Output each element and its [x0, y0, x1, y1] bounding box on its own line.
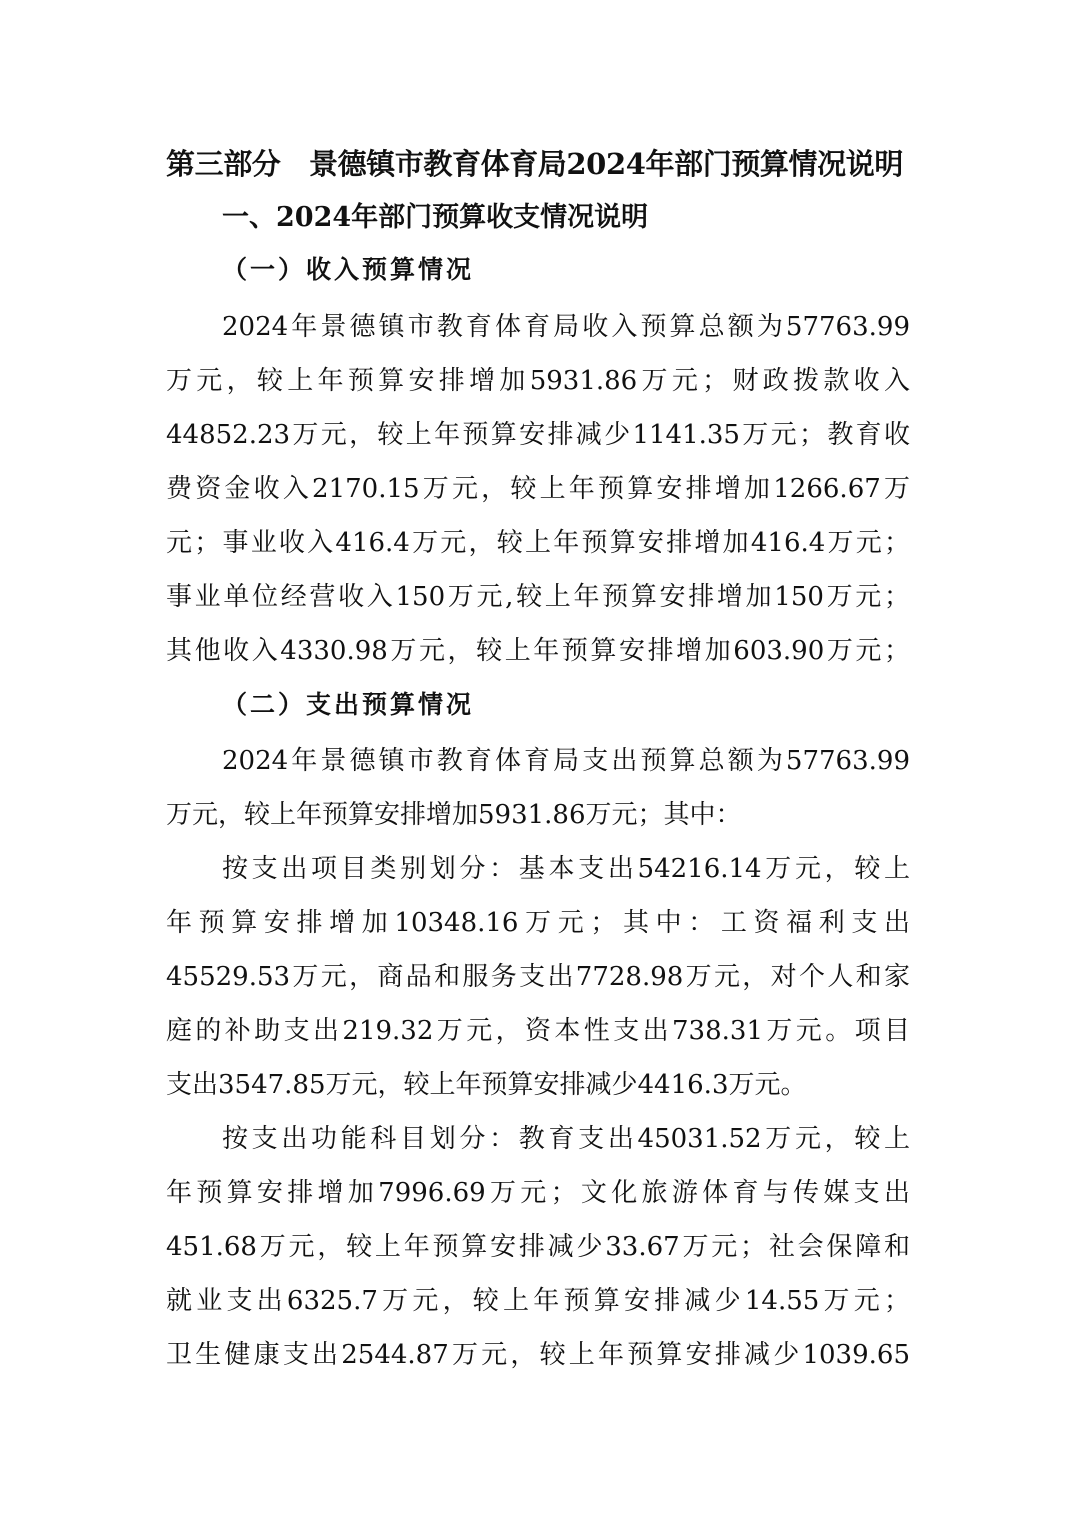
expense-by-item-line: 45529.53万元，商品和服务支出7728.98万元，对个人和家 — [166, 962, 910, 992]
expense-summary-line: 万元，较上年预算安排增加5931.86万元；其中： — [166, 800, 742, 830]
expense-by-function-line: 按支出功能科目划分：教育支出45031.52万元，较上 — [222, 1124, 910, 1154]
income-paragraph-line: 44852.23万元，较上年预算安排减少1141.35万元；教育收 — [166, 420, 910, 450]
income-paragraph-line: 费资金收入2170.15万元，较上年预算安排增加1266.67万 — [166, 474, 910, 504]
income-paragraph-line: 万元，较上年预算安排增加5931.86万元；财政拨款收入 — [166, 366, 910, 396]
income-paragraph-line: 元；事业收入416.4万元，较上年预算安排增加416.4万元； — [166, 528, 910, 558]
sub-heading-expense-budget: （二）支出预算情况 — [222, 690, 475, 719]
section-heading-budget-overview: 一、2024年部门预算收支情况说明 — [222, 202, 649, 233]
income-paragraph-line: 事业单位经营收入150万元,较上年预算安排增加150万元； — [166, 582, 910, 612]
expense-by-function-line: 卫生健康支出2544.87万元，较上年预算安排减少1039.65 — [166, 1340, 910, 1370]
expense-by-item-line: 按支出项目类别划分：基本支出54216.14万元，较上 — [222, 854, 910, 884]
expense-by-item-line: 支出3547.85万元，较上年预算安排减少4416.3万元。 — [166, 1070, 807, 1100]
expense-by-item-line: 年预算安排增加10348.16万元；其中：工资福利支出 — [166, 908, 910, 938]
expense-by-function-line: 年预算安排增加7996.69万元；文化旅游体育与传媒支出 — [166, 1178, 910, 1208]
income-paragraph-line: 其他收入4330.98万元，较上年预算安排增加603.90万元； — [166, 636, 910, 666]
sub-heading-income-budget: （一）收入预算情况 — [222, 255, 475, 284]
expense-by-function-line: 451.68万元，较上年预算安排减少33.67万元；社会保障和 — [166, 1232, 910, 1262]
expense-summary-line: 2024年景德镇市教育体育局支出预算总额为57763.99 — [222, 746, 910, 776]
page-title: 第三部分 景德镇市教育体育局2024年部门预算情况说明 — [166, 147, 903, 181]
expense-by-function-line: 就业支出6325.7万元，较上年预算安排减少14.55万元； — [166, 1286, 910, 1316]
income-paragraph-line: 2024年景德镇市教育体育局收入预算总额为57763.99 — [222, 312, 910, 342]
expense-by-item-line: 庭的补助支出219.32万元，资本性支出738.31万元。项目 — [166, 1016, 910, 1046]
